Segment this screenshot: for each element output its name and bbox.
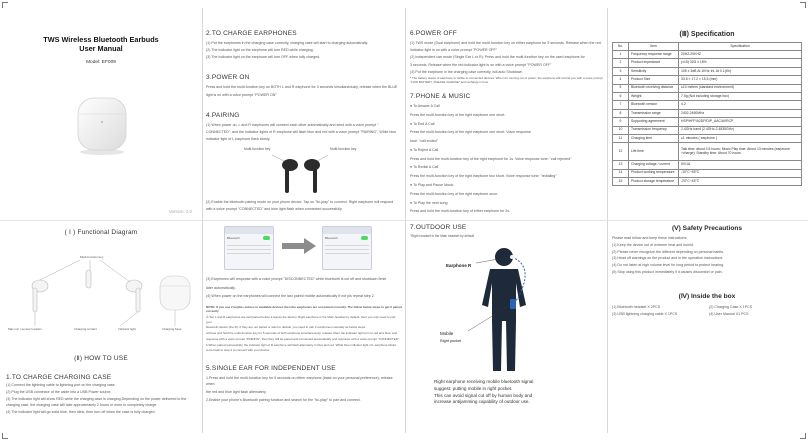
caption-line: increase antijamming capability of outdoor use. [434, 399, 530, 405]
instruction-line: 3 seconds. Release when the red indicator light is on with a voice prompt "POWER OFF" [410, 62, 552, 67]
cover-title-line: User Manual [79, 43, 123, 53]
table-row [613, 67, 802, 75]
instruction-line: ● To Play and Pause Music [410, 182, 454, 187]
column-header: Specification [679, 43, 802, 51]
row-number: 1 [613, 51, 629, 59]
pairing-illustration [206, 143, 402, 199]
safety-line: (2) Please never recognize the different depending on personal habits. [612, 249, 725, 254]
box-item: (4) User Manual X1 PCS [709, 311, 749, 316]
row-number: 3 [613, 67, 629, 75]
charge-instructions [206, 40, 402, 60]
instruction-line: (1) When power on, L and R earphones will connect each other automatically and send with a voice prompt " [206, 122, 379, 127]
section-heading: 2.TO CHARGE EARPHONES [206, 30, 297, 37]
poweroff-instructions [410, 40, 604, 84]
subsection-heading: 1.TO CHARGE CHARGING CASE [6, 374, 112, 381]
spec-value: Talk time: about 3.5 hours; Music Play time: About 13 minutes (earphone +charge); Standby time: About 70 hours [679, 143, 802, 161]
spec-item: Weight [629, 92, 679, 100]
instruction-line: (4) The indicator light will go solid blue, then blink, then turn off when the case is fully charged. [6, 410, 156, 415]
instruction-line: CONNECTED", and the indicator lights of R earphone will flash blue and red with a voice prompt "PAIRING", While blue [206, 129, 397, 134]
table-row [613, 59, 802, 67]
box-item: (1) Bluetooth headset X 2PCS [612, 304, 661, 309]
row-number: 4 [613, 76, 629, 84]
black-earbuds-image [266, 153, 336, 199]
spec-item: Bluetooth version [629, 101, 679, 109]
single-ear-instructions [206, 375, 402, 403]
pairing-note [206, 305, 402, 353]
cover-panel [0, 0, 202, 220]
cover-title [0, 36, 202, 53]
section-heading: (Ⅳ) Inside the box [678, 292, 736, 300]
specification-heading: (Ⅲ) Specification [679, 31, 735, 38]
subsection-note: "Right headset is the Main headset by default [410, 234, 475, 238]
spec-value: -10°C~55°C [679, 169, 802, 177]
row-number: 6 [613, 92, 629, 100]
pairing-instructions [206, 122, 402, 142]
spec-item: Supporting agreement [629, 118, 679, 126]
instruction-line: 1.Press and hold the multi-function key for 5 seconds on either earphone (base on your personal preference), release when [206, 376, 393, 387]
battery-note: * The battery status of earphone is visible to connected devices. When it's running out of power, the earphone will remind you with a voice prompt "LOW BATTERY, PLEASE CHARGE" and recharge in time. [410, 75, 603, 84]
mobile-callout: Mobile [440, 331, 454, 336]
instruction-line: Press and hold the multi-function key on BOTH L and R earphone for 3 seconds simultaneously, release when the BLUE [206, 85, 398, 90]
connection-panel [206, 224, 402, 439]
table-row [613, 109, 802, 117]
row-number: 2 [613, 59, 629, 67]
instruction-line: (3) Earphones will response with a voice prompt "DISCONNECTED" while bluetooth is cut off and shutdown 5min [206, 277, 387, 281]
crop-mark [800, 2, 806, 8]
instruction-line: (1) Put the earphones in the charging case correctly, charging case will start to charging automatically. [206, 41, 369, 45]
specification-table [612, 42, 802, 186]
section-heading: 5.SINGLE EAR FOR INDEPENDENT USE [206, 365, 336, 373]
outdoor-caption [410, 379, 604, 405]
row-number: 8 [613, 109, 629, 117]
instruction-line: (2) Independent use mode (Single Ear L or R): Press and hold the multi-function key on the used earphone for [410, 55, 585, 60]
phone-screens [206, 224, 402, 276]
charging-case-image [74, 92, 130, 156]
instruction-line: later automatically. [206, 285, 236, 290]
instruction-line: (3) The indicator light on the earphone will turn OFF when fully charged. [206, 55, 321, 60]
spec-value: 2.4GHz band (2.4GHz-2.4835GHz) [679, 126, 802, 134]
instruction-line: (1) TWS mode (Dual earphone) and hold the multi-function key on either earphone for 5 seconds. Release when the red [410, 41, 601, 45]
section-heading: ( Ⅰ ) Functional Diagram [64, 229, 138, 236]
diagram-howto-panel [0, 222, 202, 441]
row-number: 13 [613, 161, 629, 169]
instruction-line: light is on with a voice prompt "POWER ON" [206, 92, 277, 97]
phone-screen-before [224, 226, 274, 270]
diagram-label: Mac mic / sensor location [8, 327, 42, 331]
instruction-line: Press the multi-function key of the right earphone once. [410, 191, 499, 196]
outdoor-illustration [410, 239, 604, 379]
note-line: to be back to step 2 to connect with your device. [206, 348, 271, 353]
table-row [613, 92, 802, 100]
instruction-line: (1) Connect the lightning cable to lightning port on the charging case. [6, 383, 116, 387]
functional-diagram [0, 236, 202, 336]
connection-instructions [206, 276, 402, 301]
row-number: 7 [613, 101, 629, 109]
spec-item: Transmission range [629, 109, 679, 117]
model-number: Model: EF009 [86, 60, 116, 65]
spec-value: ≤1 minutes ( earphone ) [679, 134, 802, 142]
table-header-row [613, 43, 802, 51]
earphone-callout: Earphone R [446, 263, 472, 268]
caption-line: This can avoid signal cut off by human body and [434, 392, 533, 398]
instruction-line: ● To Play the next song [410, 200, 448, 205]
phone-music-instructions [410, 103, 604, 216]
toggle-icon [361, 236, 368, 240]
instruction-line: charging case, the charging case will take approximately 2 hours or more to completely charge. [6, 403, 158, 408]
table-row [613, 134, 802, 142]
instruction-line: (4) When power on the earphones will connect the last paired mobile automatically If not pls repeat step 2. [206, 294, 375, 299]
arrow-right-icon [282, 238, 316, 254]
diagram-label: Indicator light [118, 327, 136, 331]
instruction-line: (2) Enable the bluetooth pairing mode on your phone device. Tap on "tic-play" to connect. Right earphone will respond [206, 200, 394, 205]
specification-rows [613, 51, 802, 186]
spec-item: Charging voltage / current [629, 161, 679, 169]
spec-item: Life time [629, 143, 679, 161]
row-divider [0, 220, 808, 221]
safety-box-panel [612, 224, 802, 439]
spec-item: Frequency response range [629, 51, 679, 59]
instruction-line: ● To Answer A Call [410, 103, 440, 108]
caption-line: suggest: putting mobile in right pocket. [434, 385, 513, 391]
note-line: b.When paired successfully, the indicator light of R earphone will flash alternately in blue and red. While blue indicator light of L earphone blinks [206, 342, 396, 347]
specification-panel [612, 30, 802, 218]
section-heading: 7.PHONE & MUSIC [410, 92, 471, 100]
spec-item: Sensitivity [629, 67, 679, 75]
row-number: 12 [613, 143, 629, 161]
note-line: response with a voice prompt "PAIRING", then they will be paired and connected automatically and response with a voice prompt "CONNECTED". [206, 336, 400, 341]
safety-line: Please read follow and keep these instructions: [612, 236, 688, 240]
spec-value: (±15) 32Ω ± 15% [679, 59, 802, 67]
table-row [613, 51, 802, 59]
safety-line: (5) Stop using this product immediately if it causes discomfort or pain. [612, 269, 723, 274]
spec-item: Product impedance [629, 59, 679, 67]
version-label: Version: 2.0 [168, 209, 192, 214]
screen-label: Bluetooth [325, 236, 338, 240]
instruction-line: ● To Redial A Call [410, 165, 439, 170]
note-line: bluetooth device (the R). If they are not paired or want to default, you need to pair 2 earphones manually as below steps: [206, 325, 366, 330]
instruction-line: Press the multi-function key of the right earphone one short. Voice response [410, 130, 531, 135]
box-item: (3) USB lightning charging cable X 1PCS [612, 311, 678, 316]
spec-item: Product storage temperature [629, 178, 679, 186]
box-contents [612, 304, 802, 318]
column-header: Item [629, 43, 679, 51]
row-number: 11 [613, 134, 629, 142]
instruction-line: the red and blue light flash alternately. [206, 390, 267, 395]
row-number: 5 [613, 84, 629, 92]
table-row [613, 161, 802, 169]
spec-item: Product working temperature [629, 169, 679, 177]
how-to-use-content [0, 374, 202, 416]
spec-value: HSP/HFP/A2DP/DIP_AAC/AVRCP [679, 118, 802, 126]
poweroff-phone-music-panel [410, 30, 604, 220]
spec-value: 33.5 × 17.2 × 15.5 (mm) [679, 76, 802, 84]
spec-item: Bluetooth receiving distance [629, 84, 679, 92]
poweron-instructions [206, 84, 402, 97]
diagram-label: Charging contact [74, 327, 97, 331]
table-row [613, 169, 802, 177]
row-number: 10 [613, 126, 629, 134]
instruction-line: ● To End A Call [410, 121, 435, 126]
row-number: 9 [613, 118, 629, 126]
note-line: NOTE: If you use 2 Iexplus entries in available devices then the earphones are not paired correctly. The follow below steps to get it paired correctly [206, 304, 402, 314]
screen-header [323, 227, 371, 234]
box-item: (2) Charging Case X 1PCS [709, 304, 753, 309]
spec-value: 4.2 [679, 101, 802, 109]
section-heading: 3.POWER ON [206, 74, 250, 82]
pocket-callout: Right pocket [440, 339, 462, 343]
spec-value: 5V/1A [679, 161, 802, 169]
instruction-line: Press and hold the multi-function key of the right earphone for 1s. Voice response tone: "call rejected" [410, 156, 572, 161]
safety-line: (4) Do not listen at high volume level for long period to protect hearing. [612, 263, 725, 268]
diagram-label: Multi-function key [80, 255, 104, 259]
row-number: 14 [613, 169, 629, 177]
table-row [613, 101, 802, 109]
table-row [613, 143, 802, 161]
section-heading: 4.PAIRING [206, 111, 240, 119]
section-heading: 6.POWER OFF [410, 30, 457, 37]
outdoor-use-panel [410, 224, 604, 439]
table-row [613, 178, 802, 186]
callout-label: Multi-function key [244, 147, 271, 152]
screen-header [225, 227, 273, 234]
table-row [613, 126, 802, 134]
safety-line: (3) Head off warnings on the product and in the operation instructions. [612, 256, 724, 261]
spec-value: 105 ± 3dB At 1KHz Ini. At 0.1(Kh) [679, 67, 802, 75]
spec-item: Charging time [629, 134, 679, 142]
instruction-line: Press the multi-function key of the right earphone one short. [410, 112, 506, 117]
section-heading: 7.OUTDOOR USE [410, 224, 467, 231]
toggle-icon [263, 236, 270, 240]
instruction-line: indicator light is on with a voice prompt "POWER OFF" [410, 48, 498, 53]
section-heading: (Ⅴ) Safety Precautions [671, 225, 743, 232]
spec-value: 20HZ-20KHZ [679, 51, 802, 59]
instruction-line: with a voice prompt "CONNECTED" and blue light flash when connected successfully. [206, 207, 343, 212]
row-number: 15 [613, 178, 629, 186]
instruction-line: tone: "call ended" [410, 139, 438, 144]
note-line: ① Set L and R earphones are well paired before it leaves the factory. Right earphone is the Main headset by default, then you only need to pair your [206, 314, 396, 324]
charge-case-instructions [6, 383, 196, 416]
note-line: a.Press and hold the multi-function key for 5 seconds of both earphone simultaneously, release when the indicator light turn to red and blue, and [206, 331, 398, 336]
instruction-line: (3) The indicator light will show RED while the charging case is charging,Depending on the power delivered to the [6, 396, 187, 401]
spec-value: 7.5g (Not including storage box) [679, 92, 802, 100]
instruction-line: Press the multi-function key of the right earphone two short. Voice response tone: "redialing" [410, 174, 557, 179]
charging-poweron-pairing-panel [206, 30, 402, 220]
spec-value: ≤10 meters (standard environment) [679, 84, 802, 92]
instruction-line: 2.Enable your phone's Bluetooth pairing function and search for the "tic-play" to pair and connect. [206, 397, 361, 402]
section-heading: (Ⅱ) HOW TO USE [74, 355, 128, 362]
spec-value: -20°C~45°C [679, 178, 802, 186]
spec-item: Transmission frequency [629, 126, 679, 134]
column-header: No. [613, 43, 629, 51]
spec-item: Product Size [629, 76, 679, 84]
table-row [613, 84, 802, 92]
instruction-line: (2) The indicator light on the earphone will turn RED while charging. [206, 48, 314, 53]
screen-label: Bluetooth [227, 236, 240, 240]
callout-label: Multi-function key [330, 147, 357, 152]
spec-value: 2402-2480MHz [679, 109, 802, 117]
table-row [613, 76, 802, 84]
table-row [613, 118, 802, 126]
pairing-instructions-2 [206, 199, 402, 212]
instruction-line: Press and hold the multi-function key of either earphone for 2s. [410, 209, 511, 214]
caption-line: Right earphone receiving mobile bluetooth signal [434, 379, 534, 384]
cover-title-line: TWS Wireless Bluetooth Earbuds [43, 35, 159, 44]
instruction-line: (2) Plug the USB connector of the cable into a USB Power source. [6, 389, 112, 394]
instruction-line: ● To Reject A Call [410, 147, 439, 152]
instruction-line: indicator light of L earphone flash slowly. [206, 136, 271, 141]
phone-screen-after [322, 226, 372, 270]
safety-list [612, 236, 802, 276]
instruction-line: (3) Put the earphone in the charging case correctly, will auto Shutdown [410, 69, 523, 74]
safety-line: (1) Keep the device out of extreme heat and humid. [612, 242, 694, 247]
diagram-label: Charging base [162, 327, 182, 331]
